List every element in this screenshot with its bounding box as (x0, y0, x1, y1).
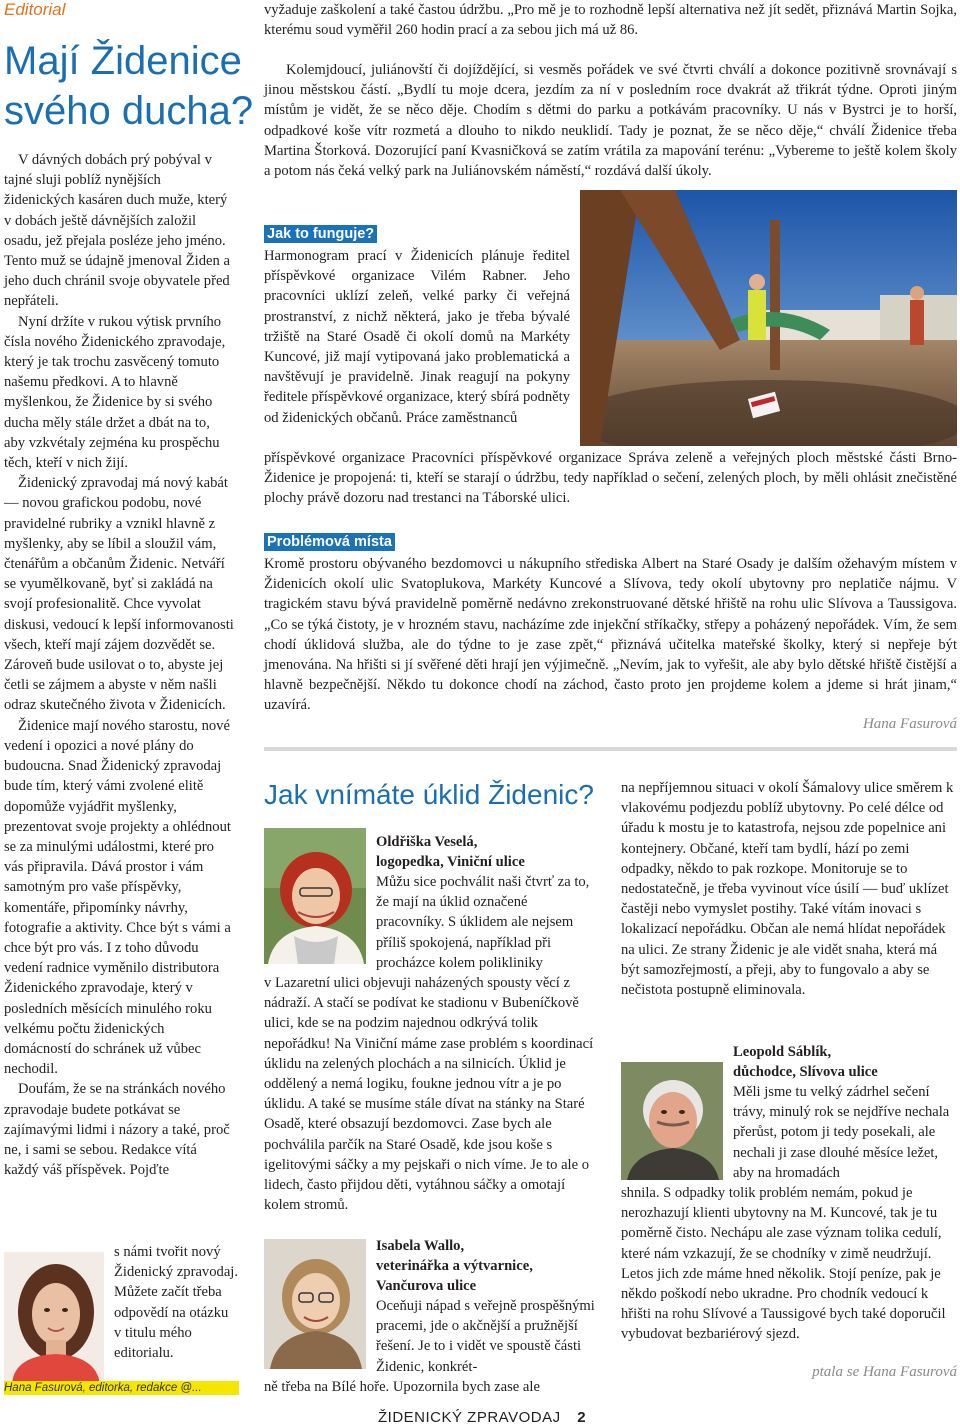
person-3-header (733, 1042, 959, 1082)
article-intro: vyžaduje zaškolení a také častou údržbu. „Pro mě je to rozhodně lepší alternativa než jít sedět, přiznává Martin Sojka, kterému soud vyměřil 260 hodin prací a za sebou jich má už 86. (264, 2, 957, 39)
person-2-continued: na nepříjemnou situaci v okolí Šámalovy ulice směrem k vlakovému podjezdu poblíž ubytovny. Po celé délce od úřadu k mostu je to katastrofa, nejsou zde popelnice ani kontejnery. Občané, kteří tam bydlí, hází po zemi odpadky, někdo to pak rozkope. Monitoruje se to nedostatečně, je třeba vyvinout více úsilí — buď uklízet častěji nebo vymyslet postihy. Také vítám inovaci s lokalizací nepořádku. Občan ale nemá hlídat nepořádek na ulici. Ze strany Židenic je ale vidět snaha, která má být samozřejmostí, a přeji, aby to fungovalo a aby se nečistota postupně eliminovala. (621, 780, 954, 999)
person-3-text-wide: shnila. S odpadky tolik problém nemám, pokud je nerozhazují klienti ubytovny na M. Kuncové, tak je tu poměrně čisto. Nechápu ale zase význam tolika cedulí, které nám vzkazují, že se chodníky v zimě neudržují. Letos jich zde máme hned několik. Stojí peníze, pak je někdo poškodí nebo ukradne. Pro chodník vedoucí k hřišti na rohu Slívové a Taussigové bych také doporučil vybudovat bezbariérový sjezd. (621, 1185, 946, 1343)
editorial-paragraph: Doufám, že se na stránkách nového zpravodaje budete potkávat se zajímavými lidmi i názory a také, proč ne, i sami se sebou. Redakce vítá každý váš příspěvek. Pojďte (4, 1081, 230, 1179)
playground-photo (580, 190, 957, 446)
person-2-photo (264, 1239, 366, 1369)
person-1-header (376, 832, 596, 872)
section-problems-text: Kromě prostoru obývaného bezdomovci u nákupního střediska Albert na Staré Osady je dalším ožehavým místem v Židenicích okolí ulic Svatoplukova, Markéty Kuncové a Slívova, tedy okolí ubytovny pro neplatiče nájmu. V tragickém stavu bývá pravidelně poměrně nedávno zrekonstruované dětské hřiště na rohu ulic Slívova a Taussigova. „Co se týká čistoty, je v hrozném stavu, nacházíme zde injekční stříkačky, střepy a poházený nepořádek. Vím, že sem chodí úklidová služba, ale do týdne to je zase zpět,“ přiznává učitelka mateřské školky, který si nepřeje být jmenována. Na hřišti si jí svěřené děti hrají jen výjimečně. „Nevím, jak to vyřešit, ale aby bylo dětské hřiště čistější a hlavně bezpečnější. Někdo tu dokonce chodí na záchod, často proto jen projdeme kolem a jdeme si hrát jinam,“ uzavírá. (264, 556, 957, 714)
article-paragraph-2: Kolemjdoucí, juliánovští či dojíždějící, si vesměs pořádek ve své čtvrti chválí a dokonce pozitivně srovnávají s jinou městskou částí. „Bydlí tu moje dcera, jezdím za ní v posledním roce dvakrát až třikrát týdne. Oproti jiným místům je vidět, že se něco děje. Chodím s dětmi do parku a potkávám pracovníky. U nás v Bystrci je to horší, odpadkové koše vítr rozmetá a dlouho to nikdo neuklidí. Tady je poznat, že se něco děje,“ chválí Židenice třeba Martina Štorková. Dozorující paní Kvasničková se zatím vrátila za mapování terénu: „Vybereme to ještě kolem školy a potom nás čeká velký park na Juliánovském náměstí,“ rozdává další úkoly. (264, 62, 957, 180)
section-how-text-narrow: Harmonogram prací v Židenicích plánuje ředitel příspěvkové organizace Vilém Rabner. Jeho pracovníci uklízí zeleň, velké parky či veřejná prostranství, z nichž některá, jako je třeba bývalé tržiště na Staré Osadě či okolí domů na Markéty Kuncové, již mají vytipovaná jako problematická a navštěvují je pravidelně. Jinak reagují na pokyny ředitele příspěvkové organizace, který sbírá podněty od židenických občanů. Práce zaměstnanců (264, 248, 570, 426)
person-3-role: důchodce, Slívova ulice (733, 1064, 878, 1081)
person-2-text-narrow: Oceňuji nápad s veřejně prospěšnými pracemi, jde o akčnější a pružnější řešení. Je to i vidět ve spoustě části Židenic, konkrét- (376, 1298, 595, 1375)
section-label: Editorial (4, 0, 66, 19)
person-1-name: Oldřiška Veselá, (376, 834, 478, 850)
person-2-name: Isabela Wallo, (376, 1238, 465, 1254)
section-heading-problems-label: Problémová místa (264, 533, 395, 551)
person-1-text-wide: v Lazaretní ulici objevuji naházených spousty věcí z nádraží. A stačí se podívat ke stadionu v Bubeníčkově ulici, kde se na podzim najednou odkrývá tolik nepořádku! Na Viniční máme zase problém s koordinací úklidu na zelených plochách a na silnicích. Úklid je oddělený a nemá logiku, foukne jednou vítr a je po úklidu. A také se musíme stále dívat na stánky na Staré Osadě, které obsazují bezdomovci. Zase bych ale pochválila parčík na Staré Osadě, kde jsou koše s igelitovými sáčky a my pejskaři o nich víme. Je to ale o lidech, často přijdou děti, vytáhnou sáčky a omotají kolem stromů. (264, 975, 594, 1214)
title-line-2: svého ducha? (4, 89, 254, 133)
person-1-photo (264, 828, 366, 964)
editor-signature: Hana Fasurová, editorka, redakce @... (4, 1381, 239, 1395)
section-heading-how-label: Jak to funguje? (264, 225, 377, 243)
article-byline: Hana Fasurová (862, 716, 957, 732)
editorial-paragraph: Židenice mají nového starostu, nové vedení i opozici a nové plány do budoucna. Snad Židenický zpravodaj bude tím, který vámi zvolené elitě dopomůže vyjádřit myšlenky, prezentovat svoje projekty a ohlédnout se za minulými událostmi, které pro vás připravila. Dává prostor i vám samotným pro vaše příspěvky, komentáře, připomínky návrhy, fotografie a aktivity. Chce být s vámi a chce být pro vás. I z toho důvodu vedení radnice vyměnilo distributora Židenického zpravodaje, který v posledních měsících minulého roku velkému počtu židenických domácností do schránek už vůbec nechodil. (4, 717, 231, 1078)
editorial-paragraph: Nyní držíte v rukou výtisk prvního čísla nového Židenického zpravodaje, který je tak trochu zasvěcený tomuto našemu předkovi. A to hlavně myšlenkou, že Židenice by si svého ducha měly stále držet a dbát na to, aby vzkvétaly zejména ku prospěchu těch, kteří v nich žijí. (4, 313, 226, 472)
section-divider (264, 747, 957, 751)
person-1-text-narrow: Můžu sice pochválit naši čtvrť za to, že mají na úklid označené pracovníky. S úklidem ale nejsem příliš spokojená, například při procházce kolem polikliniky (376, 874, 590, 971)
survey-title: Jak vnímáte úklid Židenic? (264, 779, 594, 810)
footer-publication: ŽIDENICKÝ ZPRAVODAJ (378, 1409, 561, 1426)
footer (378, 1409, 586, 1426)
editorial-title (4, 36, 253, 136)
person-2-text-wide: ně třeba na Bílé hoře. Upozornila bych zase ale (264, 1379, 540, 1395)
editorial-body (4, 150, 234, 1180)
section-heading-problems (264, 533, 395, 551)
person-3-text-narrow: Měli jsme tu velký zádrhel sečení trávy, minulý rok se nejdříve nechala přerůst, potom ji tedy posekali, ale nechali ji zase dlouhé měsíce ležet, aby na hromadách (733, 1084, 950, 1181)
title-line-1: Mají Židenice (4, 39, 242, 83)
person-3-name: Leopold Sáblík, (733, 1044, 832, 1060)
editor-photo (4, 1252, 104, 1384)
editorial-closing: s námi tvořit nový Židenický zpravodaj. Můžete začít třeba odpovědí na otázku v titulu mého editorialu. (114, 1244, 238, 1362)
person-2-header (376, 1236, 601, 1297)
survey-byline: ptala se Hana Fasurová (812, 1364, 957, 1380)
editorial-paragraph: V dávných dobách prý pobýval v tajné sluji poblíž nynějších židenických kasáren duch muže, který v dobách ještě dávnějších založil osadu, jež přejala posléze jeho jméno. Tento muž se údajně jmenoval Židen a jeho duch chránil svoje obyvatele před nepřáteli. (4, 152, 230, 310)
section-how-text-wide: příspěvkové organizace Pracovníci příspěvkové organizace Správa zeleně a veřejných ploch městské části Brno-Židenice je propojená: ti, kteří se starají o údržbu, tedy například o sečení, zelených ploch, by měli ohlásit znečistěné plochy právě dozoru nad trestanci na Táborské ulici. (264, 450, 957, 507)
person-2-role: veterinářka a výtvarnice, (376, 1258, 533, 1275)
person-3-photo (621, 1062, 723, 1180)
editorial-paragraph: Židenický zpravodaj má nový kabát — novou grafickou podobu, nové pravidelné rubriky a vznikl hlavně z myšlenky, aby se líbil a sloužil vám, čtenářům a občanům Židenic. Netváří se vyumělkovaně, byť si zakládá na svojí profesionalitě. Chce vyvolat diskusi, vedoucí k lepší informovanosti všech, kteří mají zájem dozvědět se. Zároveň bude usilovat o to, abyste jej četli se zájmem a abyste v něm našli odraz skutečného života v Židenicích. (4, 475, 234, 714)
page-number: 2 (577, 1409, 587, 1426)
section-heading-how (264, 225, 377, 243)
person-2-street: Vančurova ulice (376, 1278, 477, 1295)
person-1-role: logopedka, Viniční ulice (376, 854, 525, 871)
